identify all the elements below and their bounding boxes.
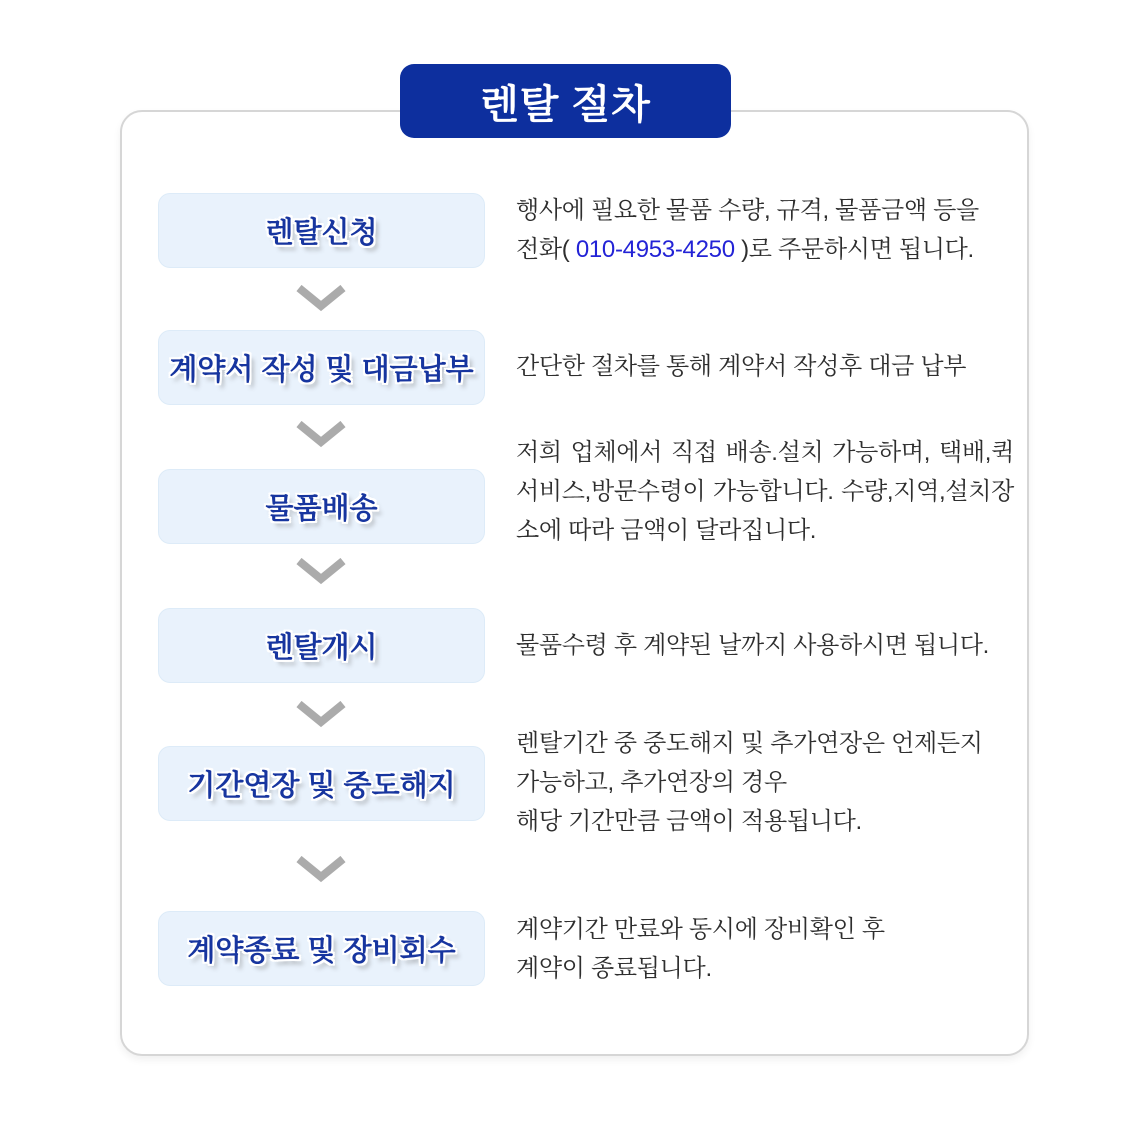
desc-text: 행사에 필요한 물품 수량, 규격, 물품금액 등을 bbox=[516, 197, 979, 224]
step-box-contract-payment bbox=[158, 330, 485, 405]
desc-text: )로 주문하시면 됩니다. bbox=[734, 236, 974, 263]
title-badge bbox=[400, 64, 731, 138]
chevron-down-icon bbox=[295, 558, 347, 585]
step-box-delivery bbox=[158, 469, 485, 544]
step-label: 계약서 작성 및 대금납부 bbox=[169, 354, 474, 386]
page-title: 렌탈 절차 bbox=[480, 82, 651, 127]
step-desc-delivery: 저희 업체에서 직접 배송.설치 가능하며, 택배,퀵서비스,방문수령이 가능합니다. 수량,지역,설치장소에 따라 금액이 달라집니다. bbox=[516, 439, 1014, 544]
chevron-down-icon bbox=[295, 421, 347, 448]
step-label: 렌탈신청 bbox=[265, 217, 378, 249]
step-label: 렌탈개시 bbox=[265, 632, 378, 664]
step-box-extension-termination bbox=[158, 746, 485, 821]
step-desc-contract-end: 계약기간 만료와 동시에 장비확인 후 계약이 종료됩니다. bbox=[516, 916, 885, 982]
step-label: 물품배송 bbox=[265, 493, 378, 525]
step-box-rental-application bbox=[158, 193, 485, 268]
chevron-down-icon bbox=[295, 701, 347, 728]
step-desc-extension-termination: 렌탈기간 중 중도해지 및 추가연장은 언제든지 가능하고, 추가연장의 경우 해당 기간만큼 금액이 적용됩니다. bbox=[516, 730, 983, 835]
desc-text: 전화( bbox=[516, 236, 576, 263]
step-box-rental-start bbox=[158, 608, 485, 683]
chevron-down-icon bbox=[295, 285, 347, 312]
step-desc-rental-application bbox=[516, 191, 1014, 269]
step-box-contract-end bbox=[158, 911, 485, 986]
step-desc-rental-start: 물품수령 후 계약된 날까지 사용하시면 됩니다. bbox=[516, 632, 990, 659]
step-label: 기간연장 및 중도해지 bbox=[187, 770, 456, 802]
step-desc-contract-payment: 간단한 절차를 통해 계약서 작성후 대금 납부 bbox=[516, 353, 967, 380]
chevron-down-icon bbox=[295, 856, 347, 883]
step-label: 계약종료 및 장비회수 bbox=[187, 935, 456, 967]
phone-number: 010-4953-4250 bbox=[575, 236, 735, 263]
